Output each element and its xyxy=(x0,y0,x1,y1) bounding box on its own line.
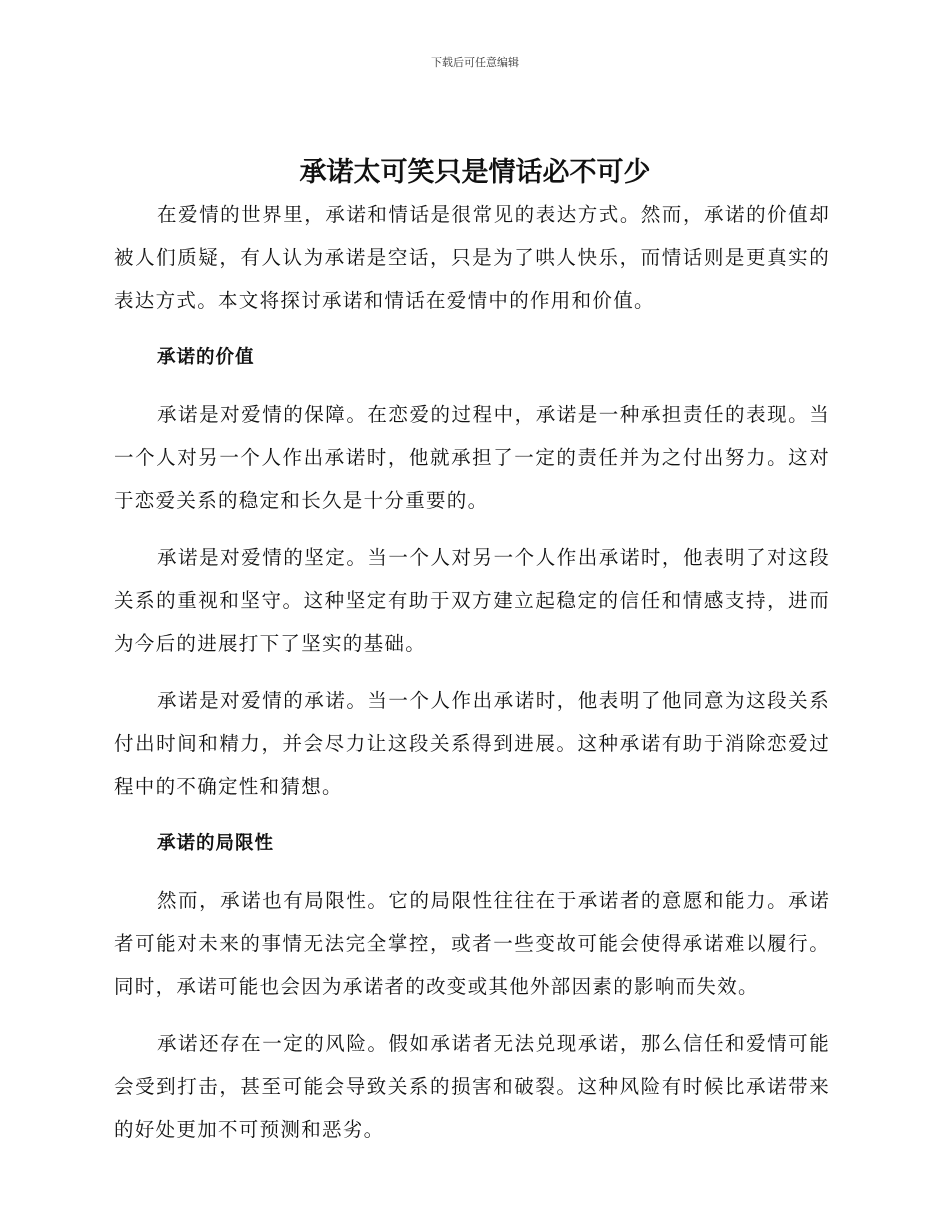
document-title: 承诺太可笑只是情话必不可少 xyxy=(299,157,651,188)
paragraph: 承诺是对爱情的承诺。当一个人作出承诺时，他表明了他同意为这段关系付出时间和精力，并会尽力让这段关系得到进展。这种承诺有助于消除恋爱过程中的不确定性和猜想。 xyxy=(114,689,830,798)
paragraph: 承诺是对爱情的保障。在恋爱的过程中，承诺是一种承担责任的表现。当一个人对另一个人作出承诺时，他就承担了一定的责任并为之付出努力。这对于恋爱关系的稳定和长久是十分重要的。 xyxy=(114,403,830,512)
paragraph: 然而，承诺也有局限性。它的局限性往往在于承诺者的意愿和能力。承诺者可能对未来的事情无法完全掌控，或者一些变故可能会使得承诺难以履行。同时，承诺可能也会因为承诺者的改变或其他外部因素的影响而失效。 xyxy=(114,889,830,998)
paragraph: 承诺还存在一定的风险。假如承诺者无法兑现承诺，那么信任和爱情可能会受到打击，甚至可能会导致关系的损害和破裂。这种风险有时候比承诺带来的好处更加不可预测和恶劣。 xyxy=(114,1032,830,1141)
page-header: 下载后可任意编辑 xyxy=(431,56,519,69)
section-heading-value: 承诺的价值 xyxy=(157,347,255,368)
document-body xyxy=(114,193,830,1165)
paragraph: 承诺是对爱情的坚定。当一个人对另一个人作出承诺时，他表明了对这段关系的重视和坚守。这种坚定有助于双方建立起稳定的信任和情感支持，进而为今后的进展打下了坚实的基础。 xyxy=(114,546,830,655)
section-heading-limitations: 承诺的局限性 xyxy=(157,833,275,854)
intro-paragraph: 在爱情的世界里，承诺和情话是很常见的表达方式。然而，承诺的价值却被人们质疑，有人认为承诺是空话，只是为了哄人快乐，而情话则是更真实的表达方式。本文将探讨承诺和情话在爱情中的作用和价值。 xyxy=(114,203,830,312)
